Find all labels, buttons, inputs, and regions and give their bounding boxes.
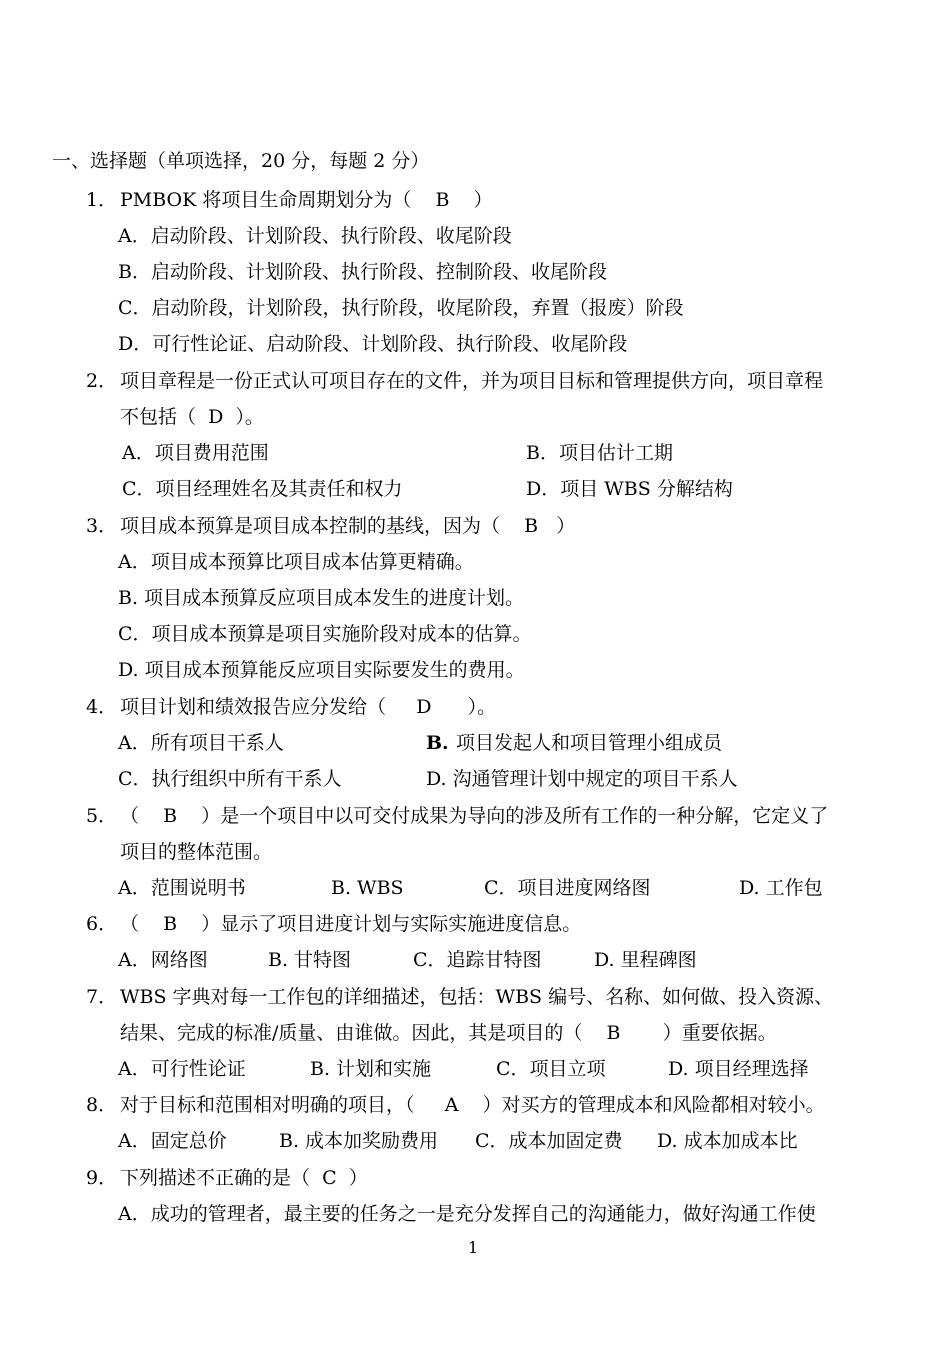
question-number: 6． [86,913,118,935]
option-a: A．启动阶段、计划阶段、执行阶段、收尾阶段 [118,225,512,247]
option-d: D. 项目经理选择 [668,1058,809,1080]
option-c: C．成本加固定费 [475,1130,623,1152]
question-text: PMBOK 将项目生命周期划分为（ B ） [120,189,493,211]
option-c: C．启动阶段，计划阶段，执行阶段，收尾阶段，弃置（报废）阶段 [118,297,684,319]
option-a: A．可行性论证 [118,1058,246,1080]
question-text: （ B ）显示了项目进度计划与实际实施进度信息。 [120,913,582,935]
section-heading: 一、选择题（单项选择，20 分，每题 2 分） [52,150,430,172]
option-a: A．项目成本预算比项目成本估算更精确。 [118,551,474,573]
option-b: B. WBS [331,877,404,899]
question-text: 项目成本预算是项目成本控制的基线，因为（ B ） [120,515,576,537]
option-a: A．网络图 [118,949,208,971]
option-a: A．所有项目干系人 [118,732,284,754]
option-a: A．范围说明书 [118,877,246,899]
question-text-cont: 项目的整体范围。 [120,841,273,863]
option-d: D. 沟通管理计划中规定的项目干系人 [426,768,738,790]
option-b: B. 甘特图 [268,949,352,971]
option-c: C．项目进度网络图 [484,877,651,899]
option-d: D．项目 WBS 分解结构 [526,478,733,500]
option-d: D. 项目成本预算能反应项目实际要发生的费用。 [118,659,525,681]
question-number: 2． [86,370,118,392]
option-b: B. 项目成本预算反应项目成本发生的进度计划。 [118,587,525,609]
option-b: B. 成本加奖励费用 [279,1130,439,1152]
option-b: B．项目估计工期 [526,442,673,464]
question-text: 对于目标和范围相对明确的项目，（ A ）对买方的管理成本和风险都相对较小。 [120,1094,825,1116]
question-number: 1． [86,189,118,211]
question-number: 7． [86,986,118,1008]
question-text-cont: 不包括（ D ）。 [120,406,264,428]
page-number: 1 [468,1238,479,1257]
option-c: C．项目成本预算是项目实施阶段对成本的估算。 [118,623,532,645]
question-number: 3． [86,515,118,537]
question-text: 项目章程是一份正式认可项目存在的文件，并为项目目标和管理提供方向，项目章程 [120,370,824,392]
option-a: A．项目费用范围 [122,442,269,464]
option-c: C．执行组织中所有干系人 [118,768,342,790]
option-c: C．项目立项 [496,1058,606,1080]
question-text: 项目计划和绩效报告应分发给（ D ）。 [120,696,497,718]
question-number: 5． [86,805,118,827]
question-number: 8． [86,1094,118,1116]
option-a: A．成功的管理者，最主要的任务之一是充分发挥自己的沟通能力，做好沟通工作使 [118,1203,816,1225]
question-number: 9． [86,1167,118,1189]
question-text: 下列描述不正确的是（ C ） [120,1167,368,1189]
question-text: WBS 字典对每一工作包的详细描述，包括：WBS 编号、名称、如何做、投入资源、 [120,986,834,1008]
option-b: B. 计划和实施 [310,1058,432,1080]
option-c: C．追踪甘特图 [413,949,542,971]
option-d: D. 成本加成本比 [657,1130,798,1152]
option-c: C．项目经理姓名及其责任和权力 [122,478,403,500]
question-number: 4． [86,696,118,718]
option-b-letter: B. [426,732,449,754]
question-text: （ B ）是一个项目中以可交付成果为导向的涉及所有工作的一种分解，它定义了 [120,805,829,827]
question-text-cont: 结果、完成的标准/质量、由谁做。因此，其是项目的（ B ）重要依据。 [120,1022,777,1044]
option-d: D．可行性论证、启动阶段、计划阶段、执行阶段、收尾阶段 [118,333,628,355]
option-b: 项目发起人和项目管理小组成员 [456,732,723,754]
option-d: D. 里程碑图 [594,949,697,971]
option-b: B．启动阶段、计划阶段、执行阶段、控制阶段、收尾阶段 [118,261,607,283]
option-d: D. 工作包 [739,877,823,899]
option-a: A．固定总价 [118,1130,227,1152]
